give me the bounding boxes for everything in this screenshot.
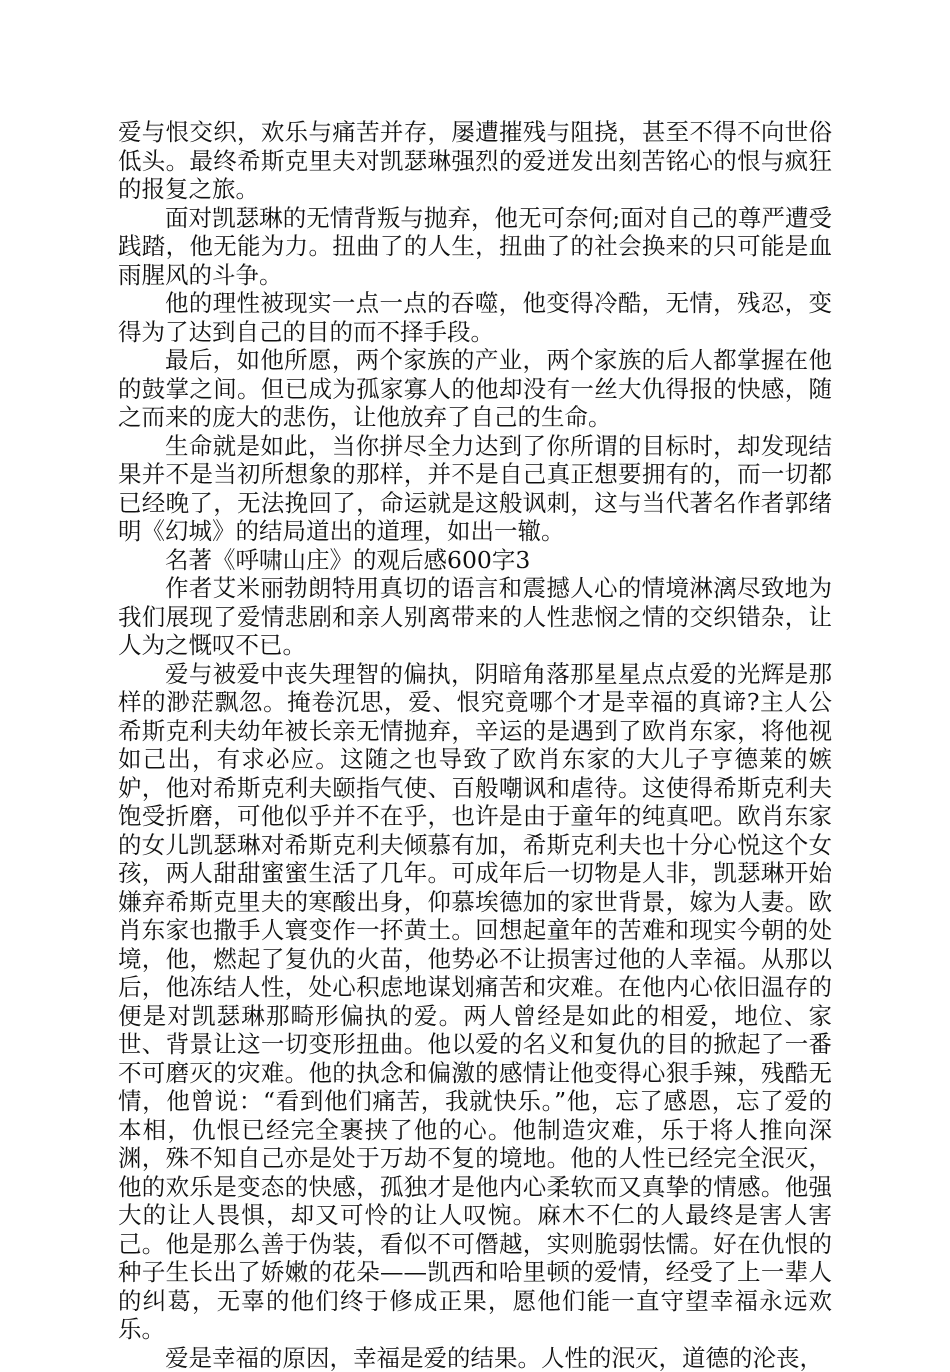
paragraph-happiness: 爱是幸福的原因，幸福是爱的结果。人性的泯灭，道德的沦丧， <box>118 1344 832 1372</box>
paragraph-reason-devoured: 他的理性被现实一点一点的吞噬，他变得冷酷，无情，残忍，变得为了达到自己的目的而不择手段。 <box>118 289 832 346</box>
paragraph-betrayal: 面对凯瑟琳的无情背叛与抛弃，他无可奈何;面对自己的尊严遭受践踏，他无能为力。扭曲了的人生，扭曲了的社会换来的只可能是血雨腥风的斗争。 <box>118 204 832 290</box>
paragraph-author-intro: 作者艾米丽勃朗特用真切的语言和震撼人心的情境淋漓尽致地为我们展现了爱情悲剧和亲人别离带来的人性悲悯之情的交织错杂，让人为之慨叹不已。 <box>118 574 832 660</box>
section-title: 名著《呼啸山庄》的观后感600字3 <box>118 546 832 575</box>
document-page <box>118 118 832 1372</box>
paragraph-finally: 最后，如他所愿，两个家族的产业，两个家族的后人都掌握在他的鼓掌之间。但已成为孤家寡人的他却没有一丝大仇得报的快感，随之而来的庞大的悲伤，让他放弃了自己的生命。 <box>118 346 832 432</box>
paragraph-life-irony: 生命就是如此，当你拼尽全力达到了你所谓的目标时，却发现结果并不是当初所想象的那样，并不是自己真正想要拥有的，而一切都已经晚了，无法挽回了，命运就是这般讽刺，这与当代著名作者郭绪明《幻城》的结局道出的道理，如出一辙。 <box>118 432 832 546</box>
paragraph-love-and-hate: 爱与被爱中丧失理智的偏执，阴暗角落那星星点点爱的光辉是那样的渺茫飘忽。掩卷沉思，爱、恨究竟哪个才是幸福的真谛?主人公希斯克利夫幼年被长亲无情抛弃，辛运的是遇到了欧肖东家，将他视如己出，有求必应。这随之也导致了欧肖东家的大儿子亨德莱的嫉妒，他对希斯克利夫颐指气使、百般嘲讽和虐待。这使得希斯克利夫饱受折磨，可他似乎并不在乎，也许是由于童年的纯真吧。欧肖东家的女儿凯瑟琳对希斯克利夫倾慕有加，希斯克利夫也十分心悦这个女孩，两人甜甜蜜蜜生活了几年。可成年后一切物是人非，凯瑟琳开始嫌弃希斯克里夫的寒酸出身，仰慕埃德加的家世背景，嫁为人妻。欧肖东家也撒手人寰变作一抔黄土。回想起童年的苦难和现实今朝的处境，他，燃起了复仇的火苗，他势必不让损害过他的人幸福。从那以后，他冻结人性，处心积虑地谋划痛苦和灾难。在他内心依旧温存的便是对凯瑟琳那畸形偏执的爱。两人曾经是如此的相爱，地位、家世、背景让这一切变形扭曲。他以爱的名义和复仇的目的掀起了一番不可磨灭的灾难。他的执念和偏激的感情让他变得心狠手辣，残酷无情，他曾说：“看到他们痛苦，我就快乐。”他，忘了感恩，忘了爱的本相，仇恨已经完全裹挟了他的心。他制造灾难，乐于将人推向深渊，殊不知自己亦是处于万劫不复的境地。他的人性已经完全泯灭，他的欢乐是变态的快感，孤独才是他内心柔软而又真挚的情感。他强大的让人畏惧，却又可怜的让人叹惋。麻木不仁的人最终是害人害己。他是那么善于伪装，看似不可僭越，实则脆弱怯懦。好在仇恨的种子生长出了娇嫩的花朵——凯西和哈里顿的爱情，经受了上一辈人的纠葛，无辜的他们终于修成正果，愿他们能一直守望幸福永远欢乐。 <box>118 660 832 1344</box>
paragraph-continuation: 爱与恨交织，欢乐与痛苦并存，屡遭摧残与阻挠，甚至不得不向世俗低头。最终希斯克里夫对凯瑟琳强烈的爱迸发出刻苦铭心的恨与疯狂的报复之旅。 <box>118 118 832 204</box>
